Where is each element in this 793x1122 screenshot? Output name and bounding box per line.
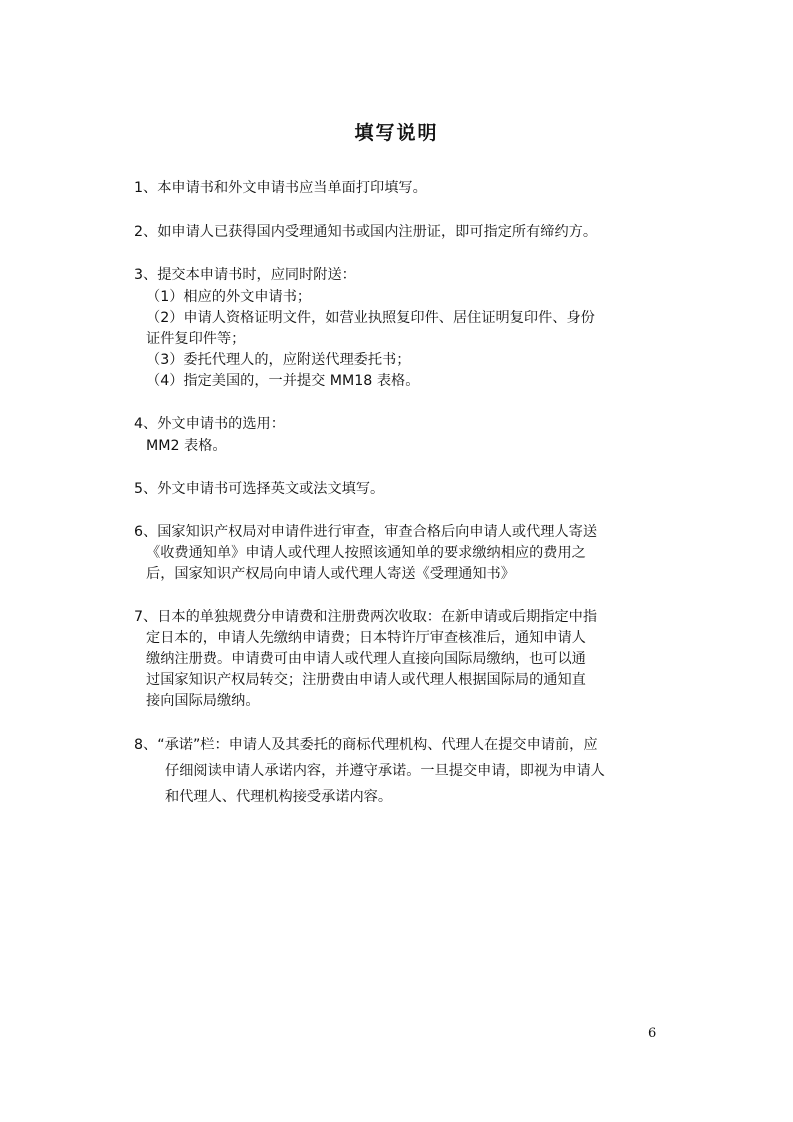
- instruction-3-sub-3: （3）委托代理人的，应附送代理委托书；: [146, 352, 411, 368]
- instruction-6-line-1: 6、国家知识产权局对申请件进行审查，审查合格后向申请人或代理人寄送: [134, 524, 598, 540]
- instruction-8-line-3: 和代理人、代理机构接受承诺内容。: [165, 789, 393, 805]
- instruction-7-line-1: 7、日本的单独规费分申请费和注册费两次收取：在新申请或后期指定中指: [134, 609, 598, 625]
- instruction-8-line-1: 8、“承诺”栏：申请人及其委托的商标代理机构、代理人在提交申请前，应: [134, 737, 598, 753]
- instruction-4-sub-1: MM2 表格。: [146, 438, 227, 454]
- instruction-3-sub-2-line-1: （2）申请人资格证明文件，如营业执照复印件、居住证明复印件、身份: [146, 310, 595, 326]
- instruction-8-line-2: 仔细阅读申请人承诺内容，并遵守承诺。一旦提交申请，即视为申请人: [165, 763, 605, 779]
- instruction-5: 5、外文申请书可选择英文或法文填写。: [134, 481, 385, 497]
- instruction-3-sub-2-line-2: 证件复印件等；: [146, 331, 246, 347]
- instruction-7-line-5: 接向国际局缴纳。: [146, 693, 260, 709]
- instruction-3-sub-1: （1）相应的外文申请书；: [146, 289, 312, 305]
- instruction-1: 1、本申请书和外文申请书应当单面打印填写。: [134, 180, 427, 196]
- page-title: 填写说明: [354, 122, 439, 144]
- instruction-3-sub-4: （4）指定美国的，一并提交 MM18 表格。: [146, 373, 420, 389]
- instruction-2: 2、如申请人已获得国内受理通知书或国内注册证，即可指定所有缔约方。: [134, 224, 598, 240]
- instruction-7-line-2: 定日本的，申请人先缴纳申请费；日本特许厅审查核准后，通知申请人: [146, 630, 586, 646]
- page-number: 6: [648, 1026, 657, 1041]
- instruction-6-line-2: 《收费通知单》申请人或代理人按照该通知单的要求缴纳相应的费用之: [146, 545, 586, 561]
- instruction-6-line-3: 后，国家知识产权局向申请人或代理人寄送《受理通知书》: [146, 566, 515, 582]
- instruction-4-heading: 4、外文申请书的选用：: [134, 416, 285, 432]
- instruction-7-line-3: 缴纳注册费。申请费可由申请人或代理人直接向国际局缴纳，也可以通: [146, 651, 586, 667]
- instruction-7-line-4: 过国家知识产权局转交；注册费由申请人或代理人根据国际局的通知直: [146, 672, 586, 688]
- instruction-3-heading: 3、提交本申请书时，应同时附送：: [134, 267, 356, 283]
